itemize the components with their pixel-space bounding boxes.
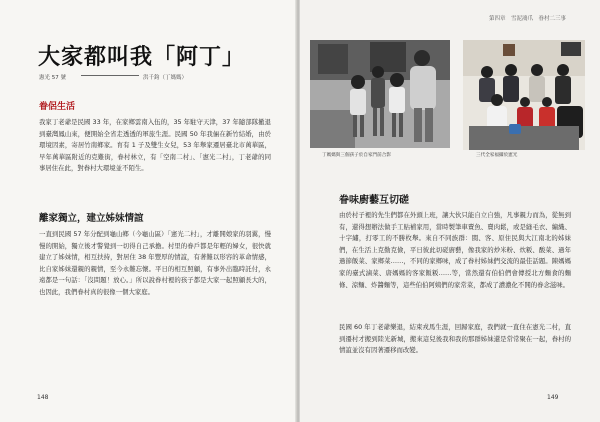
page-title: 大家都叫我「阿丁」	[38, 45, 246, 70]
family-photo-bw-image	[310, 40, 450, 148]
right-page	[300, 0, 600, 422]
running-head: 第四章 雪泥鴻爪 眷村二三事	[489, 16, 567, 22]
section-body-retirement: 民國 60 年丁老爺樂退，結束戎馬生涯，回歸家庭，我們就一直住在憲光二村，直到遷村才搬到陸光新城，搬來這兒後我和我的那群姊妹還是常常聚在一起，眷村的情誼並沒有因著遷移而改變。	[339, 323, 571, 355]
section-body-independence: 一直到民國 57 年分配到龜山鄉（今龜山區）「憲光二村」，才離開娘家的羽翼，慢慢的開始，獨立後才警覺到一切得自己承擔。村里的眷戶都是年輕的婦女，很快就建立了姊妹情，相互扶持，對居住 38 年豐厚的情誼，有著難以形容的革命情感，比自家姊妹還親的親情，至今永難忘懷。平日的相互照顧，有事外出臨時託付，永遠都是一句話：「沒問題！放心。」所以說眷村裡的孩子都是大家一起照顧長大的，也因此，我們眷村真的很像一個大家庭。	[39, 230, 271, 296]
page-number-right: 149	[547, 394, 559, 401]
section-heading-cooking: 眷味廚藝互切磋	[339, 195, 409, 206]
section-body-cooking: 由於村子裡的先生們都在外頭上班，讓大伙只能自立自強，凡事親力而為，從無到有，還得想辦法做手工貼補家用，當時製筆車賣魚、賣肉鬆，或是縫毛衣、編織、十字繡，打零工的不勝枚舉。來自不同族群：閩、客、原住民與大江南北的姊妹們，在生活上克勤克儉，平日彼此切磋廚藝，像我家的炒米粉、炊粄、酸菜、過年過節飯菜、家鄉菜……，不同的家鄉味，成了眷村姊妹們交流的最佳話題。陳媽媽家的臺式滷菜、唐媽媽的客家飯粄……等，當然還有伯伯們會傳授北方麵食的麵條、涼麵、炸醬麵等，這些伯伯阿姨們的家常菜，都成了濃濃化不開的眷念滋味。	[339, 211, 571, 289]
byline-rule	[81, 75, 139, 76]
family-photo-color-image	[463, 40, 585, 150]
page-number-left: 148	[37, 394, 49, 401]
byline-location: 憲光 57 號	[39, 75, 66, 81]
left-page	[0, 0, 297, 422]
family-photo-bw	[310, 40, 450, 148]
family-photo-color	[463, 40, 585, 150]
photo1-caption: 丁媽媽與三個孩子於自家門前合影	[322, 153, 391, 158]
section-heading-couple-life: 眷侶生活	[39, 102, 76, 112]
byline-narrator: 洪千鈞（丁媽媽）	[143, 75, 188, 81]
section-body-couple-life: 我家丁老爺是民國 33 年，在家鄉雲南入伍的，35 年駐守天津，37 年隨部隊撤退到臺灣鳳山來，便開始全省走透透的軍旅生涯。民國 50 年我倆在新竹結婚，由於環境因素，寄居竹南鄉家。育有 1 子及雙生女兒，53 年舉家遷居臺北市萬華區，早年萬華區附近的克難街，眷村林立，有「空南二村」、「憲光二村」，丁老爺的同事居住在此，對眷村大環境並不陌生。	[39, 118, 271, 173]
photo2-caption: 三代全家福攝於憲光	[476, 153, 518, 158]
section-heading-independence: 離家獨立，建立姊妹情誼	[39, 213, 144, 224]
